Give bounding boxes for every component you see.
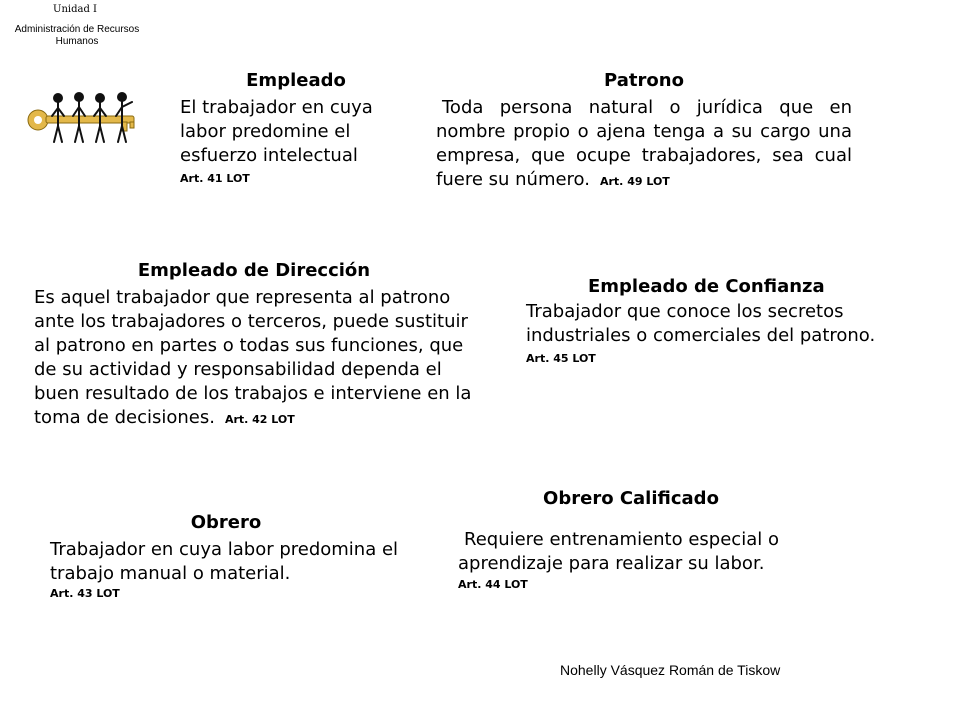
empleado-direccion-definition-block <box>34 286 474 432</box>
obrero-title: Obrero <box>190 512 262 533</box>
empleado-title: Empleado <box>246 70 346 91</box>
empleado-confianza-article-ref: Art. 45 LOT <box>526 352 596 365</box>
people-key-icon <box>24 92 142 148</box>
patrono-article-ref: Art. 49 LOT <box>599 175 670 188</box>
empleado-article-ref: Art. 41 LOT <box>180 172 250 185</box>
patrono-definition: Toda persona natural o jurídica que en nombre propio o ajena tenga a su cargo una empresa, que ocupe trabajadores, sea cual fuere su número. <box>436 97 852 190</box>
course-subtitle: Administración de Recursos Humanos <box>14 24 140 47</box>
obrero-article-ref: Art. 43 LOT <box>50 587 120 600</box>
patrono-title: Patrono <box>604 70 684 91</box>
patrono-definition-block <box>436 96 852 194</box>
empleado-confianza-definition: Trabajador que conoce los secretos industriales o comerciales del patrono. <box>526 301 876 346</box>
obrero-calificado-definition: Requiere entrenamiento especial o aprendizaje para realizar su labor. <box>458 529 779 574</box>
obrero-calificado-article-ref: Art. 44 LOT <box>458 578 528 591</box>
unit-label: Unidad I <box>53 4 97 15</box>
empleado-direccion-definition: Es aquel trabajador que representa al patrono ante los trabajadores o terceros, puede sustituir al patrono en partes o todas sus funciones, que de su actividad y responsabilidad dependa el buen resultado de los trabajos e interviene en la toma de decisiones. <box>34 287 472 428</box>
empleado-direccion-title: Empleado de Dirección <box>137 260 371 281</box>
obrero-definition: Trabajador en cuya labor predomina el trabajo manual o material. <box>50 539 399 584</box>
author-footer: Nohelly Vásquez Román de Tiskow <box>560 662 781 678</box>
obrero-calificado-title: Obrero Calificado <box>543 488 719 509</box>
empleado-confianza-title: Empleado de Confianza <box>588 276 825 297</box>
empleado-direccion-article-ref: Art. 42 LOT <box>224 413 295 426</box>
empleado-definition: El trabajador en cuya labor predomine el esfuerzo intelectual <box>180 97 373 166</box>
